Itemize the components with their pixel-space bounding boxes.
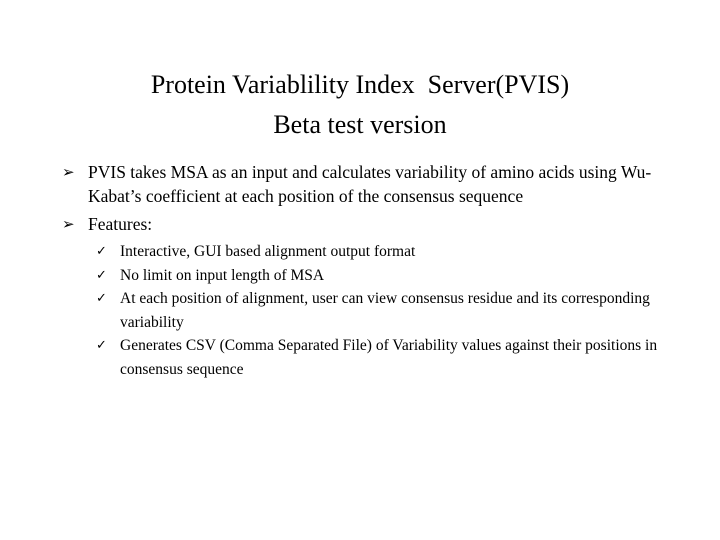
- slide-body: [62, 160, 682, 381]
- features-list: [96, 240, 682, 381]
- bullet-text: Features:: [88, 214, 153, 234]
- checkmark-icon: ✓: [96, 338, 107, 353]
- feature-text: No limit on input length of MSA: [120, 266, 325, 284]
- feature-item: [96, 240, 682, 264]
- checkmark-icon: ✓: [96, 244, 107, 259]
- bullet-text: PVIS takes MSA as an input and calculates variability of amino acids using Wu-Kabat’s coefficient at each position of the consensus sequence: [88, 162, 652, 206]
- title-line-2: Beta test version: [273, 110, 447, 139]
- checkmark-icon: ✓: [96, 267, 107, 283]
- feature-item: [96, 264, 682, 288]
- bullet-item-features: [62, 212, 682, 236]
- checkmark-icon: ✓: [96, 291, 107, 306]
- feature-text: Interactive, GUI based alignment output format: [120, 243, 416, 260]
- arrow-bullet-icon: ➢: [62, 163, 75, 181]
- feature-text: At each position of alignment, user can view consensus residue and its corresponding variability: [120, 290, 650, 331]
- slide-title: [0, 65, 720, 145]
- feature-item: [96, 287, 682, 334]
- bullet-item-pvis-description: [62, 160, 682, 208]
- feature-item: [96, 334, 682, 381]
- feature-text: Generates CSV (Comma Separated File) of Variability values against their positions in consensus sequence: [120, 337, 658, 378]
- arrow-bullet-icon: ➢: [62, 215, 75, 233]
- title-line-1: Protein Variablility Index Server(PVIS): [150, 70, 570, 99]
